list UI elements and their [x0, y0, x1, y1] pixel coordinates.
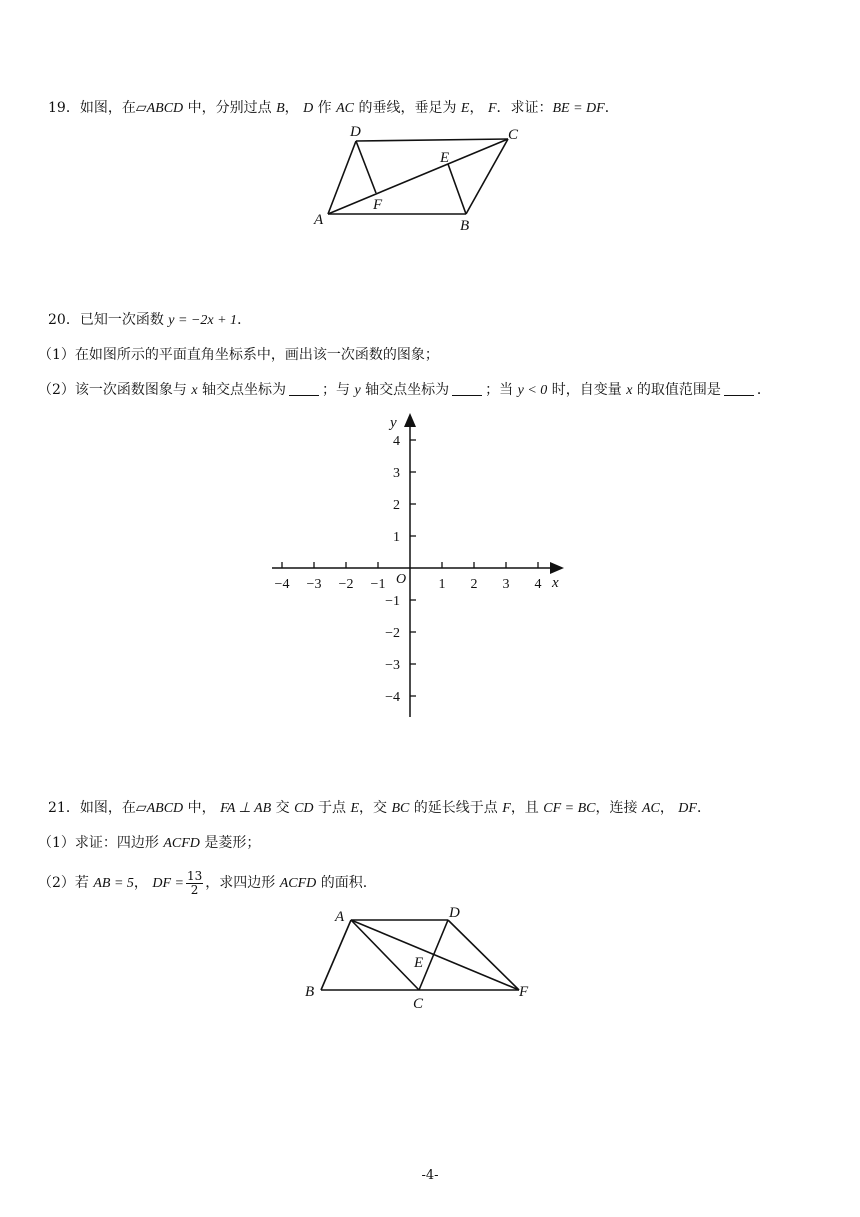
label-c: C [508, 127, 519, 143]
label-d: D [449, 905, 460, 921]
q19-statement: 19．如图，在▱ABCD 中，分别过点 B， D 作 AC 的垂线，垂足为 E， F．求证：BE = DF． [48, 100, 619, 116]
label-a: A [335, 909, 345, 925]
q20-statement: 20．已知一次函数 y = −2x + 1． [48, 312, 252, 328]
y-axis-label: y [390, 415, 397, 431]
coordinate-plane [260, 405, 580, 725]
answer-blank-x-intercept[interactable] [289, 383, 319, 396]
x-tick-label: −4 [274, 577, 290, 592]
perpendicular-df [356, 141, 376, 193]
label-d: D [350, 124, 361, 140]
y-tick-label: 1 [393, 530, 400, 545]
x-axis-label: x [552, 575, 559, 591]
segment-af [351, 920, 519, 990]
label-c: C [413, 996, 424, 1012]
y-axis-arrow [404, 413, 416, 427]
perpendicular-be [448, 164, 466, 214]
x-tick-label: 3 [502, 577, 510, 592]
segment-ab [321, 920, 351, 990]
q20-part2: （2）该一次函数图象与 x 轴交点坐标为 ；与 y 轴交点坐标为 ；当 y < 0 时，自变量 x 的取值范围是 ． [38, 382, 771, 398]
q21-part1: （1）求证：四边形 ACFD 是菱形； [38, 835, 261, 851]
segment-df [448, 920, 519, 990]
fraction-13-over-2: $\frac{13}{2}$ [186, 868, 203, 897]
x-axis-arrow [550, 562, 564, 574]
x-tick-label: 4 [534, 577, 542, 592]
y-tick-label: −2 [385, 626, 400, 641]
segment-ac [351, 920, 419, 990]
label-f: F [373, 197, 383, 213]
label-b: B [305, 984, 315, 1000]
label-b: B [460, 218, 470, 234]
y-tick-label: −4 [385, 690, 400, 705]
answer-blank-x-range[interactable] [724, 383, 754, 396]
segment-cd [356, 139, 508, 141]
label-a: A [314, 212, 324, 228]
x-tick-label: −3 [306, 577, 322, 592]
answer-blank-y-intercept[interactable] [452, 383, 482, 396]
x-tick-label: −1 [370, 577, 386, 592]
label-e: E [414, 955, 424, 971]
y-tick-label: 3 [393, 466, 400, 481]
q21-figure [295, 900, 545, 1015]
parallelogram-symbol: ▱ [135, 100, 147, 116]
x-tick-label: 1 [438, 577, 446, 592]
segment-bc [466, 139, 508, 214]
q19-figure [300, 120, 540, 235]
y-tick-label: −1 [385, 594, 400, 609]
parallelogram-symbol: ▱ [135, 800, 147, 816]
x-tick-label: 2 [470, 577, 478, 592]
q20-part1: （1）在如图所示的平面直角坐标系中，画出该一次函数的图象； [38, 347, 439, 363]
y-tick-label: 4 [393, 434, 400, 449]
q21-part2: （2）若 AB = 5， DF = $\frac{13}{2}$ ，求四边形 ACFD 的面积. [38, 868, 368, 897]
y-tick-label: 2 [393, 498, 400, 513]
diagonal-ac [328, 139, 508, 214]
y-tick-label: −3 [385, 658, 400, 673]
page-number: -4- [421, 1168, 439, 1183]
segment-da [328, 141, 356, 214]
origin-label: O [396, 572, 407, 587]
q21-statement: 21．如图，在▱ABCD 中， FA ⊥ AB 交 CD 于点 E，交 BC 的延长线于点 F，且 CF = BC，连接 AC， DF． [48, 800, 711, 816]
label-f: F [519, 984, 529, 1000]
label-e: E [440, 150, 450, 166]
x-tick-label: −2 [338, 577, 354, 592]
